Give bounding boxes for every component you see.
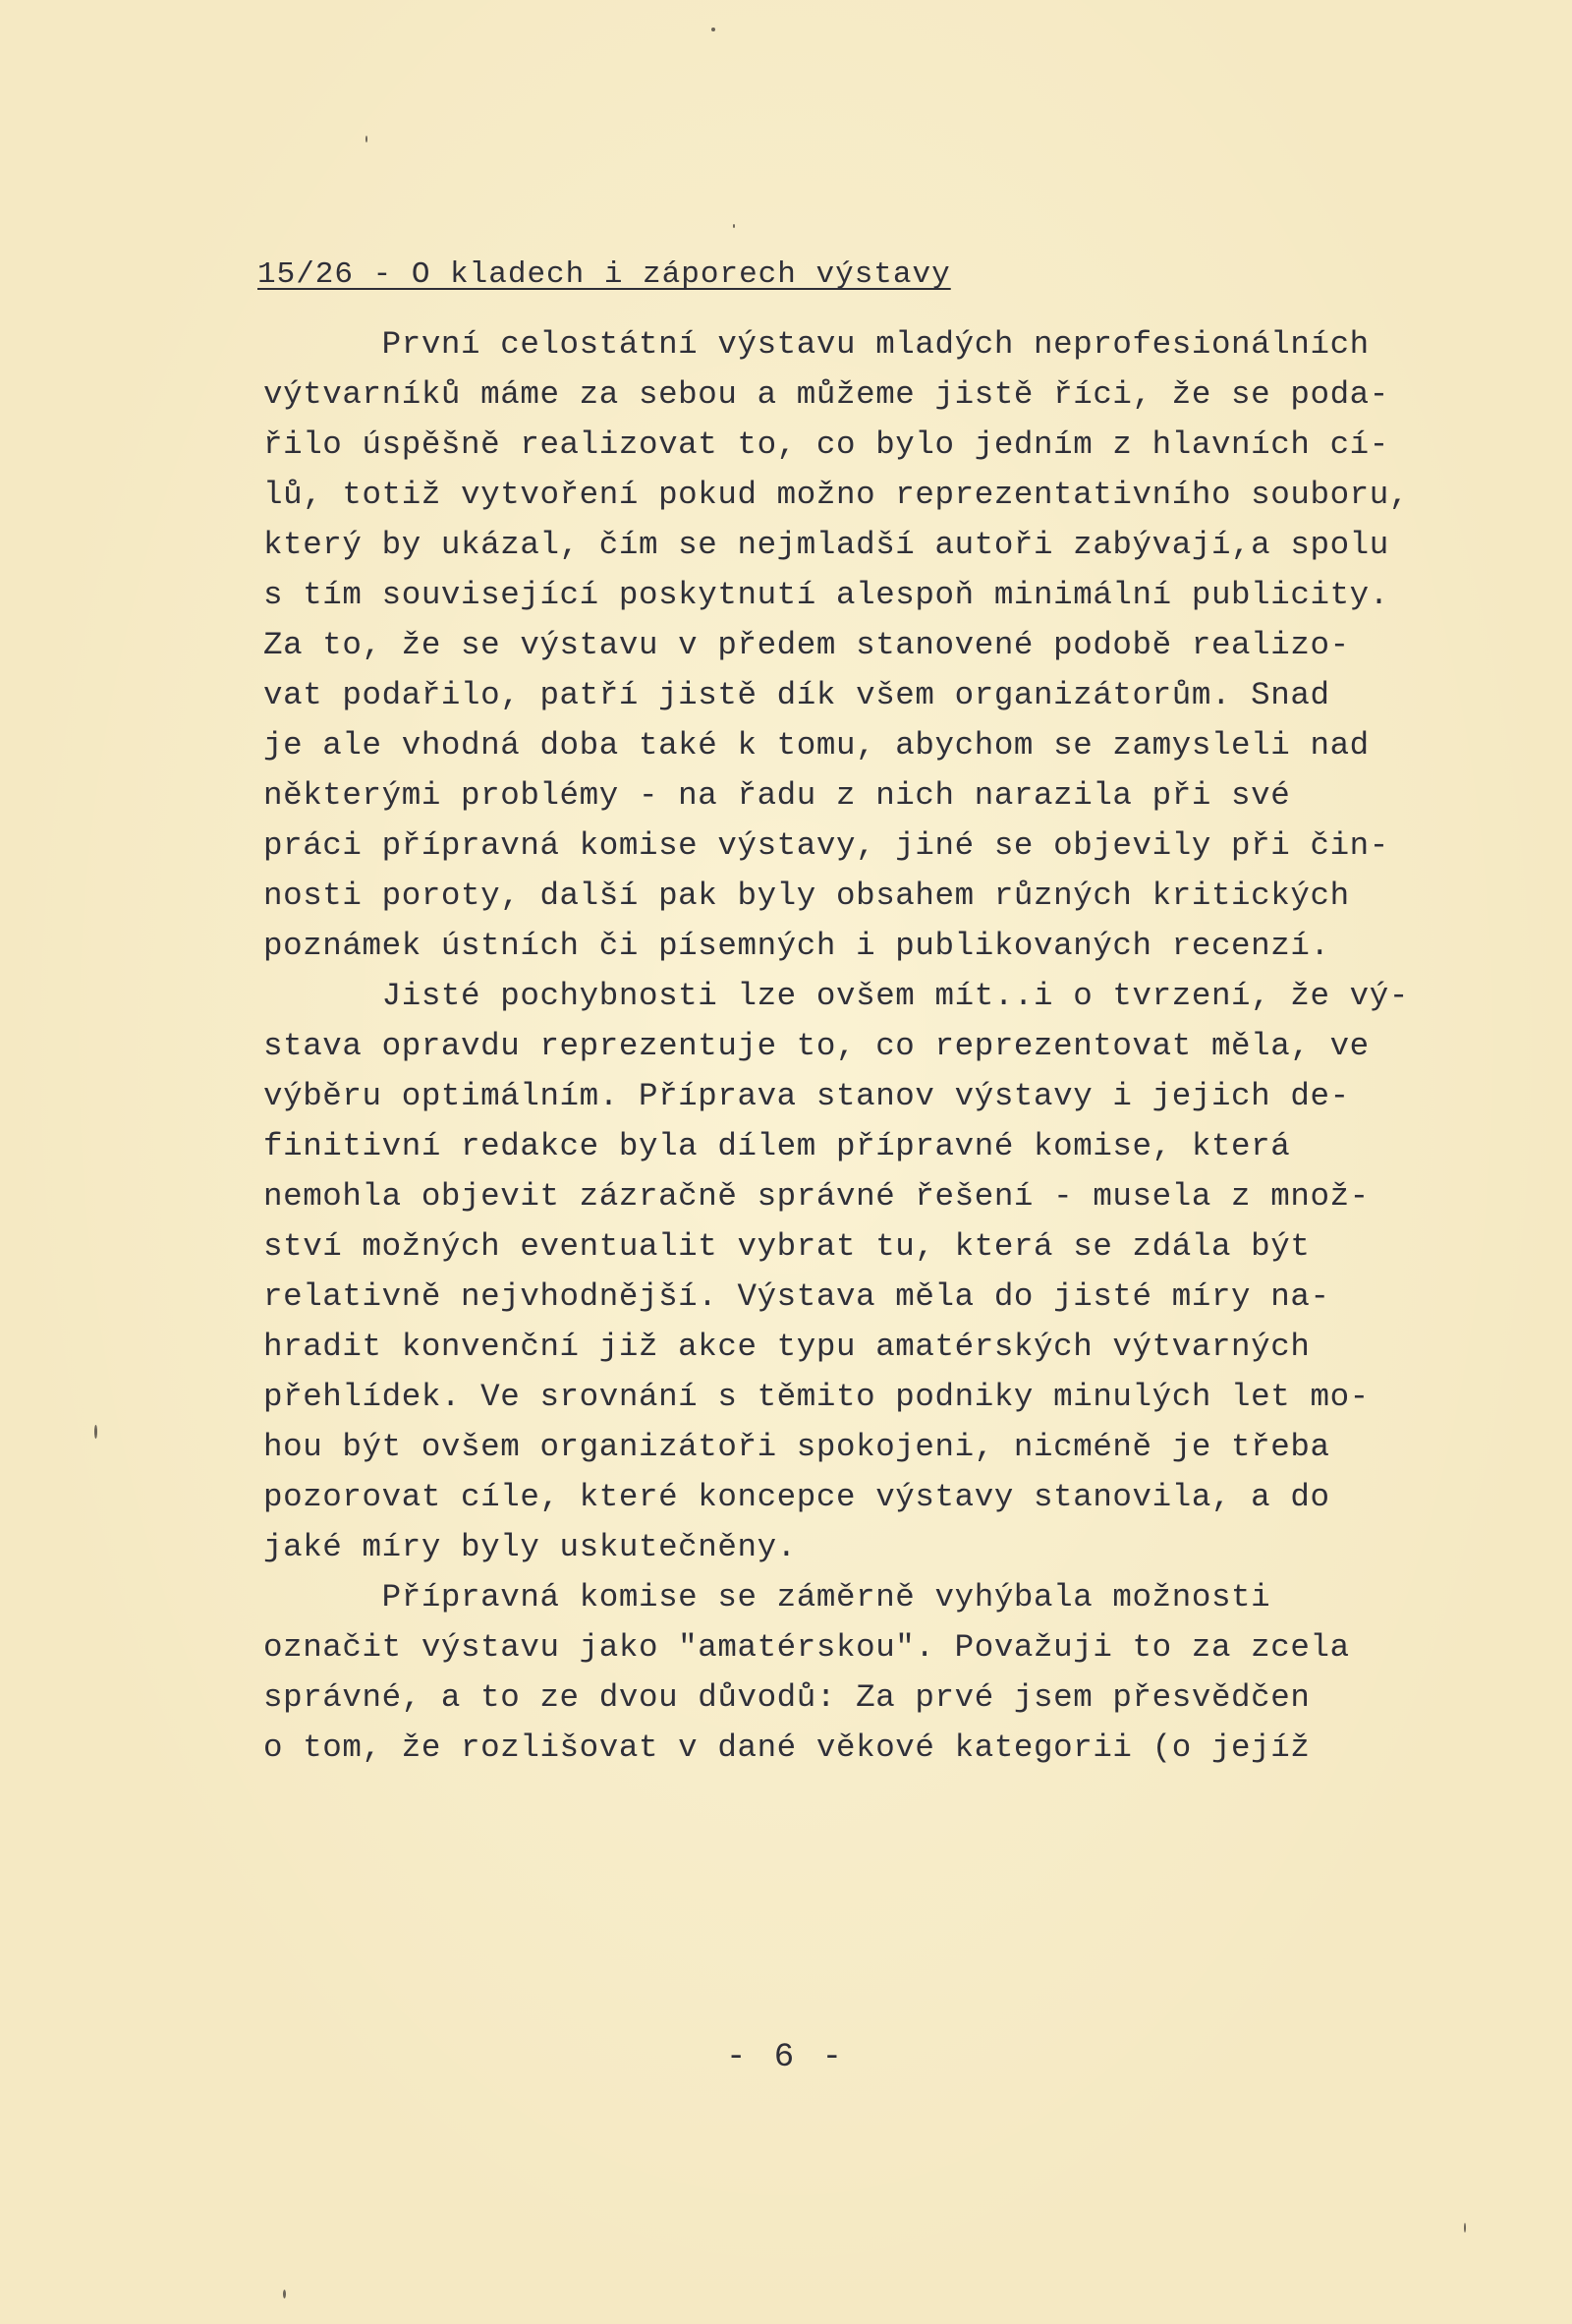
text-line: stava opravdu reprezentuje to, co reprezentovat měla, ve xyxy=(263,1028,1370,1064)
document-body xyxy=(263,319,1496,1773)
paper-speck xyxy=(283,2290,286,2298)
text-line: práci přípravná komise výstavy, jiné se objevily při čin- xyxy=(263,827,1389,864)
text-line: nosti poroty, další pak byly obsahem různých kritických xyxy=(263,878,1350,914)
text-line: s tím související poskytnutí alespoň minimální publicity. xyxy=(263,577,1389,613)
text-line: který by ukázal, čím se nejmladší autoři zabývají,a spolu xyxy=(263,527,1389,563)
paper-speck xyxy=(365,136,367,142)
text-line: vat podařilo, patří jistě dík všem organizátorům. Snad xyxy=(263,677,1330,713)
text-line: přehlídek. Ve srovnání s těmito podniky minulých let mo- xyxy=(263,1379,1370,1415)
text-line: poznámek ústních či písemných i publikovaných recenzí. xyxy=(263,928,1330,964)
text-line: některými problémy - na řadu z nich narazila při své xyxy=(263,777,1291,814)
text-line: lů, totiž vytvoření pokud možno reprezentativního souboru, xyxy=(263,477,1409,513)
text-line: je ale vhodná doba také k tomu, abychom se zamysleli nad xyxy=(263,727,1370,764)
text-line: finitivní redakce byla dílem přípravné komise, která xyxy=(263,1128,1291,1164)
page-number: - 6 - xyxy=(725,2039,847,2076)
text-line: ství možných eventualit vybrat tu, která se zdála být xyxy=(263,1228,1311,1265)
paper-speck xyxy=(94,1425,97,1439)
paper-speck xyxy=(711,28,715,31)
text-line: hou být ovšem organizátoři spokojeni, nicméně je třeba xyxy=(263,1429,1330,1465)
text-line: Přípravná komise se záměrně vyhýbala možnosti xyxy=(263,1579,1271,1615)
text-line: pozorovat cíle, které koncepce výstavy stanovila, a do xyxy=(263,1479,1330,1515)
text-line: jaké míry byly uskutečněny. xyxy=(263,1529,797,1565)
text-line: řilo úspěšně realizovat to, co bylo jedním z hlavních cí- xyxy=(263,426,1389,463)
text-line: Jisté pochybnosti lze ovšem mít..i o tvrzení, že vý- xyxy=(263,978,1409,1014)
text-line: První celostátní výstavu mladých neprofesionálních xyxy=(263,326,1370,363)
paper-speck xyxy=(733,224,735,228)
text-line: hradit konvenční již akce typu amatérských výtvarných xyxy=(263,1329,1311,1365)
text-line: označit výstavu jako "amatérskou". Považuji to za zcela xyxy=(263,1629,1350,1666)
text-line: Za to, že se výstavu v předem stanovené podobě realizo- xyxy=(263,627,1350,663)
text-line: výběru optimálním. Příprava stanov výstavy i jejich de- xyxy=(263,1078,1350,1114)
text-line: o tom, že rozlišovat v dané věkové kategorii (o jejíž xyxy=(263,1729,1311,1766)
text-line: správné, a to ze dvou důvodů: Za prvé jsem přesvědčen xyxy=(263,1679,1311,1716)
text-line: relativně nejvhodnější. Výstava měla do jisté míry na- xyxy=(263,1278,1330,1315)
text-line: výtvarníků máme za sebou a můžeme jistě říci, že se poda- xyxy=(263,376,1389,413)
paper-speck xyxy=(1464,2223,1466,2233)
text-line: nemohla objevit zázračně správné řešení - musela z množ- xyxy=(263,1178,1370,1215)
document-heading: 15/26 - O kladech i záporech výstavy xyxy=(257,257,951,292)
